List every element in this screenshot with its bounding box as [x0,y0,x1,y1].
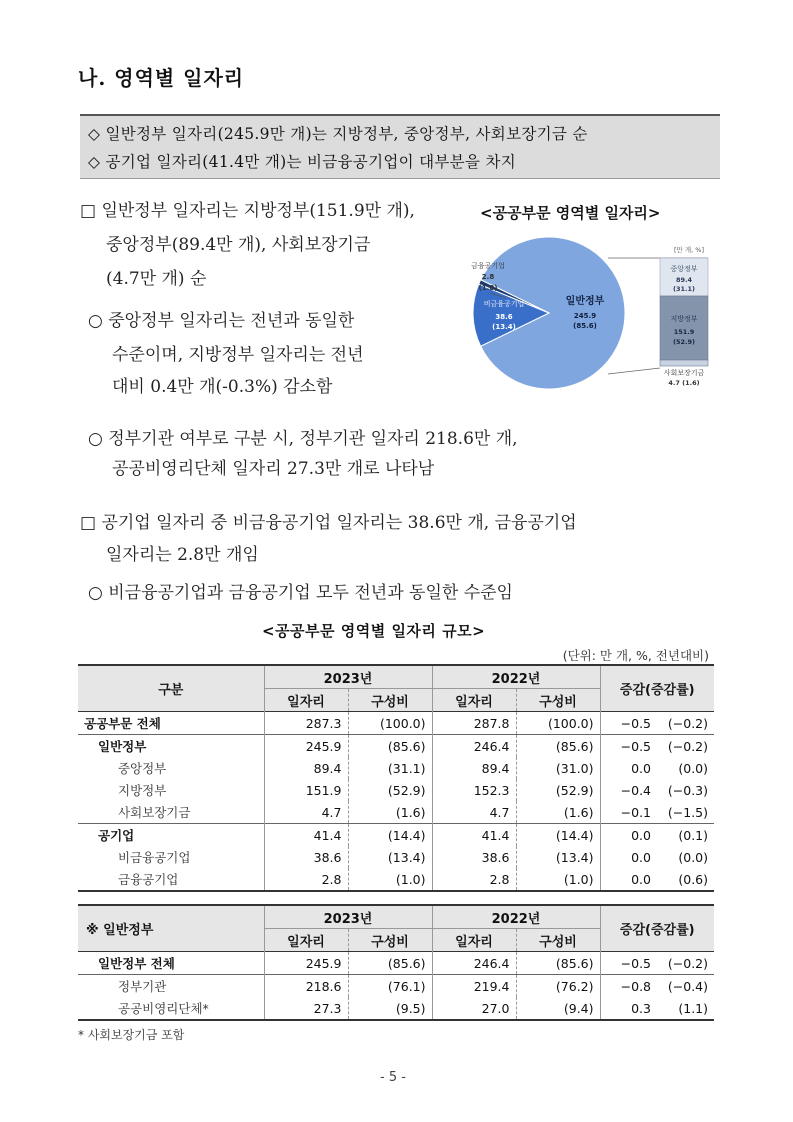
t2-cell-f: (−0.2) [667,955,708,971]
t2-row [78,975,714,998]
t1-cell-e: −0.1 [620,804,651,820]
t1-cell-a: 151.9 [264,779,348,801]
fin-label-value: 2.8 [481,273,495,281]
table2-col-ratio-2023: 구성비 [348,929,432,952]
table2-col-ratio-2022: 구성비 [516,929,600,952]
t1-cell-c: 287.8 [432,712,516,735]
para1-line2: 중앙정부(89.4만 개), 사회보장기금 [106,235,371,255]
table2-year1: 2023년 [264,905,432,929]
t1-cell-d: (52.9) [516,779,600,801]
t1-cell-c: 4.7 [432,801,516,824]
t1-cell-b: (14.4) [348,824,432,847]
table-unit: (단위: 만 개, %, 전년대비) [562,648,709,663]
t1-cell-d: (85.6) [516,735,600,758]
t1-cell-a: 287.3 [264,712,348,735]
para2a-line1: ○ 비금융공기업과 금융공기업 모두 전년과 동일한 수준임 [88,583,513,603]
t1-cell-label: 일반정부 [78,735,264,758]
central-value: 89.4 [675,276,693,284]
t2-cell-c: 246.4 [432,952,516,975]
breakdown-social [660,360,708,366]
t2-cell-label: 공공비영리단체* [78,997,264,1020]
t1-cell-b: (13.4) [348,846,432,868]
central-share: (31.1) [673,285,695,293]
t2-cell-f: (1.1) [678,1000,708,1016]
t2-cell-a: 27.3 [264,997,348,1020]
table2-year2: 2022년 [432,905,600,929]
footnote: * 사회보장기금 포함 [78,1028,185,1042]
table1-year2: 2022년 [432,665,600,689]
t1-cell-d: (1.6) [516,801,600,824]
t1-row [78,712,714,735]
t1-cell-d: (14.4) [516,824,600,847]
t2-cell-label: 정부기관 [78,975,264,998]
t1-cell-b: (85.6) [348,735,432,758]
t2-cell-f: (−0.4) [667,978,708,994]
t1-cell-b: (31.1) [348,757,432,779]
t2-cell-e: −0.8 [620,978,651,994]
t1-cell-label: 지방정부 [78,779,264,801]
social-value: 4.7 (1.6) [668,379,700,387]
t1-cell-f: (−0.2) [667,738,708,754]
table-caption: <공공부문 영역별 일자리 규모> [262,622,486,640]
table1-col-ratio-2022: 구성비 [516,689,600,712]
t1-cell-c: 41.4 [432,824,516,847]
para1-line1: □ 일반정부 일자리는 지방정부(151.9만 개), [80,201,415,221]
t1-cell-f: (−0.2) [667,715,708,731]
para2-line1: □ 공기업 일자리 중 비금융공기업 일자리는 38.6만 개, 금융공기업 [80,513,577,533]
t1-cell-a: 2.8 [264,868,348,891]
t1-cell-e: −0.5 [620,715,651,731]
central-name: 중앙정부 [670,265,698,273]
fin-label-share: (1.0) [478,284,498,292]
table1-col-jobs-2023: 일자리 [264,689,348,712]
table1-head-category: 구분 [78,665,264,712]
main-table [78,664,714,892]
t1-cell-label: 사회보장기금 [78,801,264,824]
t2-row [78,997,714,1020]
t2-cell-a: 218.6 [264,975,348,998]
t1-cell-label: 비금융공기업 [78,846,264,868]
para1b-line1: ○ 정부기관 여부로 구분 시, 정부기관 일자리 218.6만 개, [88,429,518,449]
t1-cell-c: 246.4 [432,735,516,758]
nonfin-label-name: 비금융공기업 [483,300,525,308]
para1a-line1: ○ 중앙정부 일자리는 전년과 동일한 [88,311,355,331]
t2-cell-d: (76.2) [516,975,600,998]
t1-cell-label: 공기업 [78,824,264,847]
chart-title: <공공부문 영역별 일자리> [480,204,661,222]
general-gov-table [78,904,714,1021]
t1-row [78,779,714,801]
table1-col-jobs-2022: 일자리 [432,689,516,712]
t2-row [78,952,714,975]
t1-cell-c: 2.8 [432,868,516,891]
t1-cell-label: 중앙정부 [78,757,264,779]
t2-cell-a: 245.9 [264,952,348,975]
pie-chart [444,228,720,398]
t1-cell-d: (31.0) [516,757,600,779]
table1-col-ratio-2023: 구성비 [348,689,432,712]
t2-cell-e: −0.5 [620,955,651,971]
t2-cell-label: 일반정부 전체 [78,952,264,975]
t1-cell-d: (100.0) [516,712,600,735]
t2-cell-c: 27.0 [432,997,516,1020]
nonfin-label-share: (13.4) [492,323,516,331]
t1-row [78,868,714,891]
t2-cell-d: (9.4) [516,997,600,1020]
table1-head-change: 증감(증감률) [600,665,714,712]
t1-cell-a: 38.6 [264,846,348,868]
t1-cell-a: 245.9 [264,735,348,758]
t1-cell-f: (−1.5) [667,804,708,820]
t1-row [78,801,714,824]
t1-cell-e: 0.0 [631,827,651,843]
t1-cell-label: 금융공기업 [78,868,264,891]
t1-cell-e: −0.4 [620,782,651,798]
t1-cell-b: (1.6) [348,801,432,824]
table2-col-jobs-2023: 일자리 [264,929,348,952]
t1-cell-e: 0.0 [631,849,651,865]
t1-cell-a: 4.7 [264,801,348,824]
t1-row [78,735,714,758]
t1-row [78,757,714,779]
social-name: 사회보장기금 [663,369,705,377]
general-label-share: (85.6) [573,322,597,330]
table2-head-change: 증감(증감률) [600,905,714,952]
t1-cell-b: (100.0) [348,712,432,735]
summary-line-2: ◇ 공기업 일자리(41.4만 개)는 비금융공기업이 대부분을 차지 [88,153,516,171]
para1-line3: (4.7만 개) 순 [106,269,207,289]
nonfin-label-value: 38.6 [495,313,513,321]
t1-cell-d: (1.0) [516,868,600,891]
para1a-line3: 대비 0.4만 개(-0.3%) 감소함 [112,377,333,397]
t1-cell-f: (−0.3) [667,782,708,798]
table2-head-category: ※ 일반정부 [78,905,264,952]
t2-cell-b: (85.6) [348,952,432,975]
para2-line2: 일자리는 2.8만 개임 [106,545,259,565]
para1b-line2: 공공비영리단체 일자리 27.3만 개로 나타남 [112,459,435,479]
t1-cell-label: 공공부문 전체 [78,712,264,735]
t1-row [78,846,714,868]
t1-cell-f: (0.6) [678,871,708,887]
t2-cell-b: (9.5) [348,997,432,1020]
t1-cell-e: 0.0 [631,871,651,887]
t1-cell-c: 152.3 [432,779,516,801]
t2-cell-d: (85.6) [516,952,600,975]
t1-cell-b: (1.0) [348,868,432,891]
summary-line-1: ◇ 일반정부 일자리(245.9만 개)는 지방정부, 중앙정부, 사회보장기금 순 [88,125,588,143]
summary-box [80,114,720,179]
t1-cell-a: 41.4 [264,824,348,847]
t2-cell-c: 219.4 [432,975,516,998]
chart-unit-label: [만 개, %] [673,246,704,254]
t2-cell-b: (76.1) [348,975,432,998]
table2-col-jobs-2022: 일자리 [432,929,516,952]
t1-cell-a: 89.4 [264,757,348,779]
t1-cell-e: 0.0 [631,760,651,776]
t1-cell-b: (52.9) [348,779,432,801]
section-title: 나. 영역별 일자리 [78,66,245,90]
t1-cell-f: (0.0) [678,849,708,865]
t1-row [78,824,714,847]
t1-cell-c: 38.6 [432,846,516,868]
t1-cell-d: (13.4) [516,846,600,868]
table1-year1: 2023년 [264,665,432,689]
para1a-line2: 수준이며, 지방정부 일자리는 전년 [112,345,364,365]
t2-cell-e: 0.3 [631,1000,651,1016]
local-name: 지방정부 [670,315,698,323]
fin-label-name: 금융공기업 [471,262,505,270]
local-share: (52.9) [673,338,695,346]
t1-cell-f: (0.1) [678,827,708,843]
breakdown-leader-bottom [608,368,660,374]
general-label-value: 245.9 [573,312,597,320]
local-value: 151.9 [673,328,695,336]
t1-cell-f: (0.0) [678,760,708,776]
t1-cell-c: 89.4 [432,757,516,779]
page-number: - 5 - [380,1070,406,1085]
general-label-name: 일반정부 [565,296,605,307]
t1-cell-e: −0.5 [620,738,651,754]
